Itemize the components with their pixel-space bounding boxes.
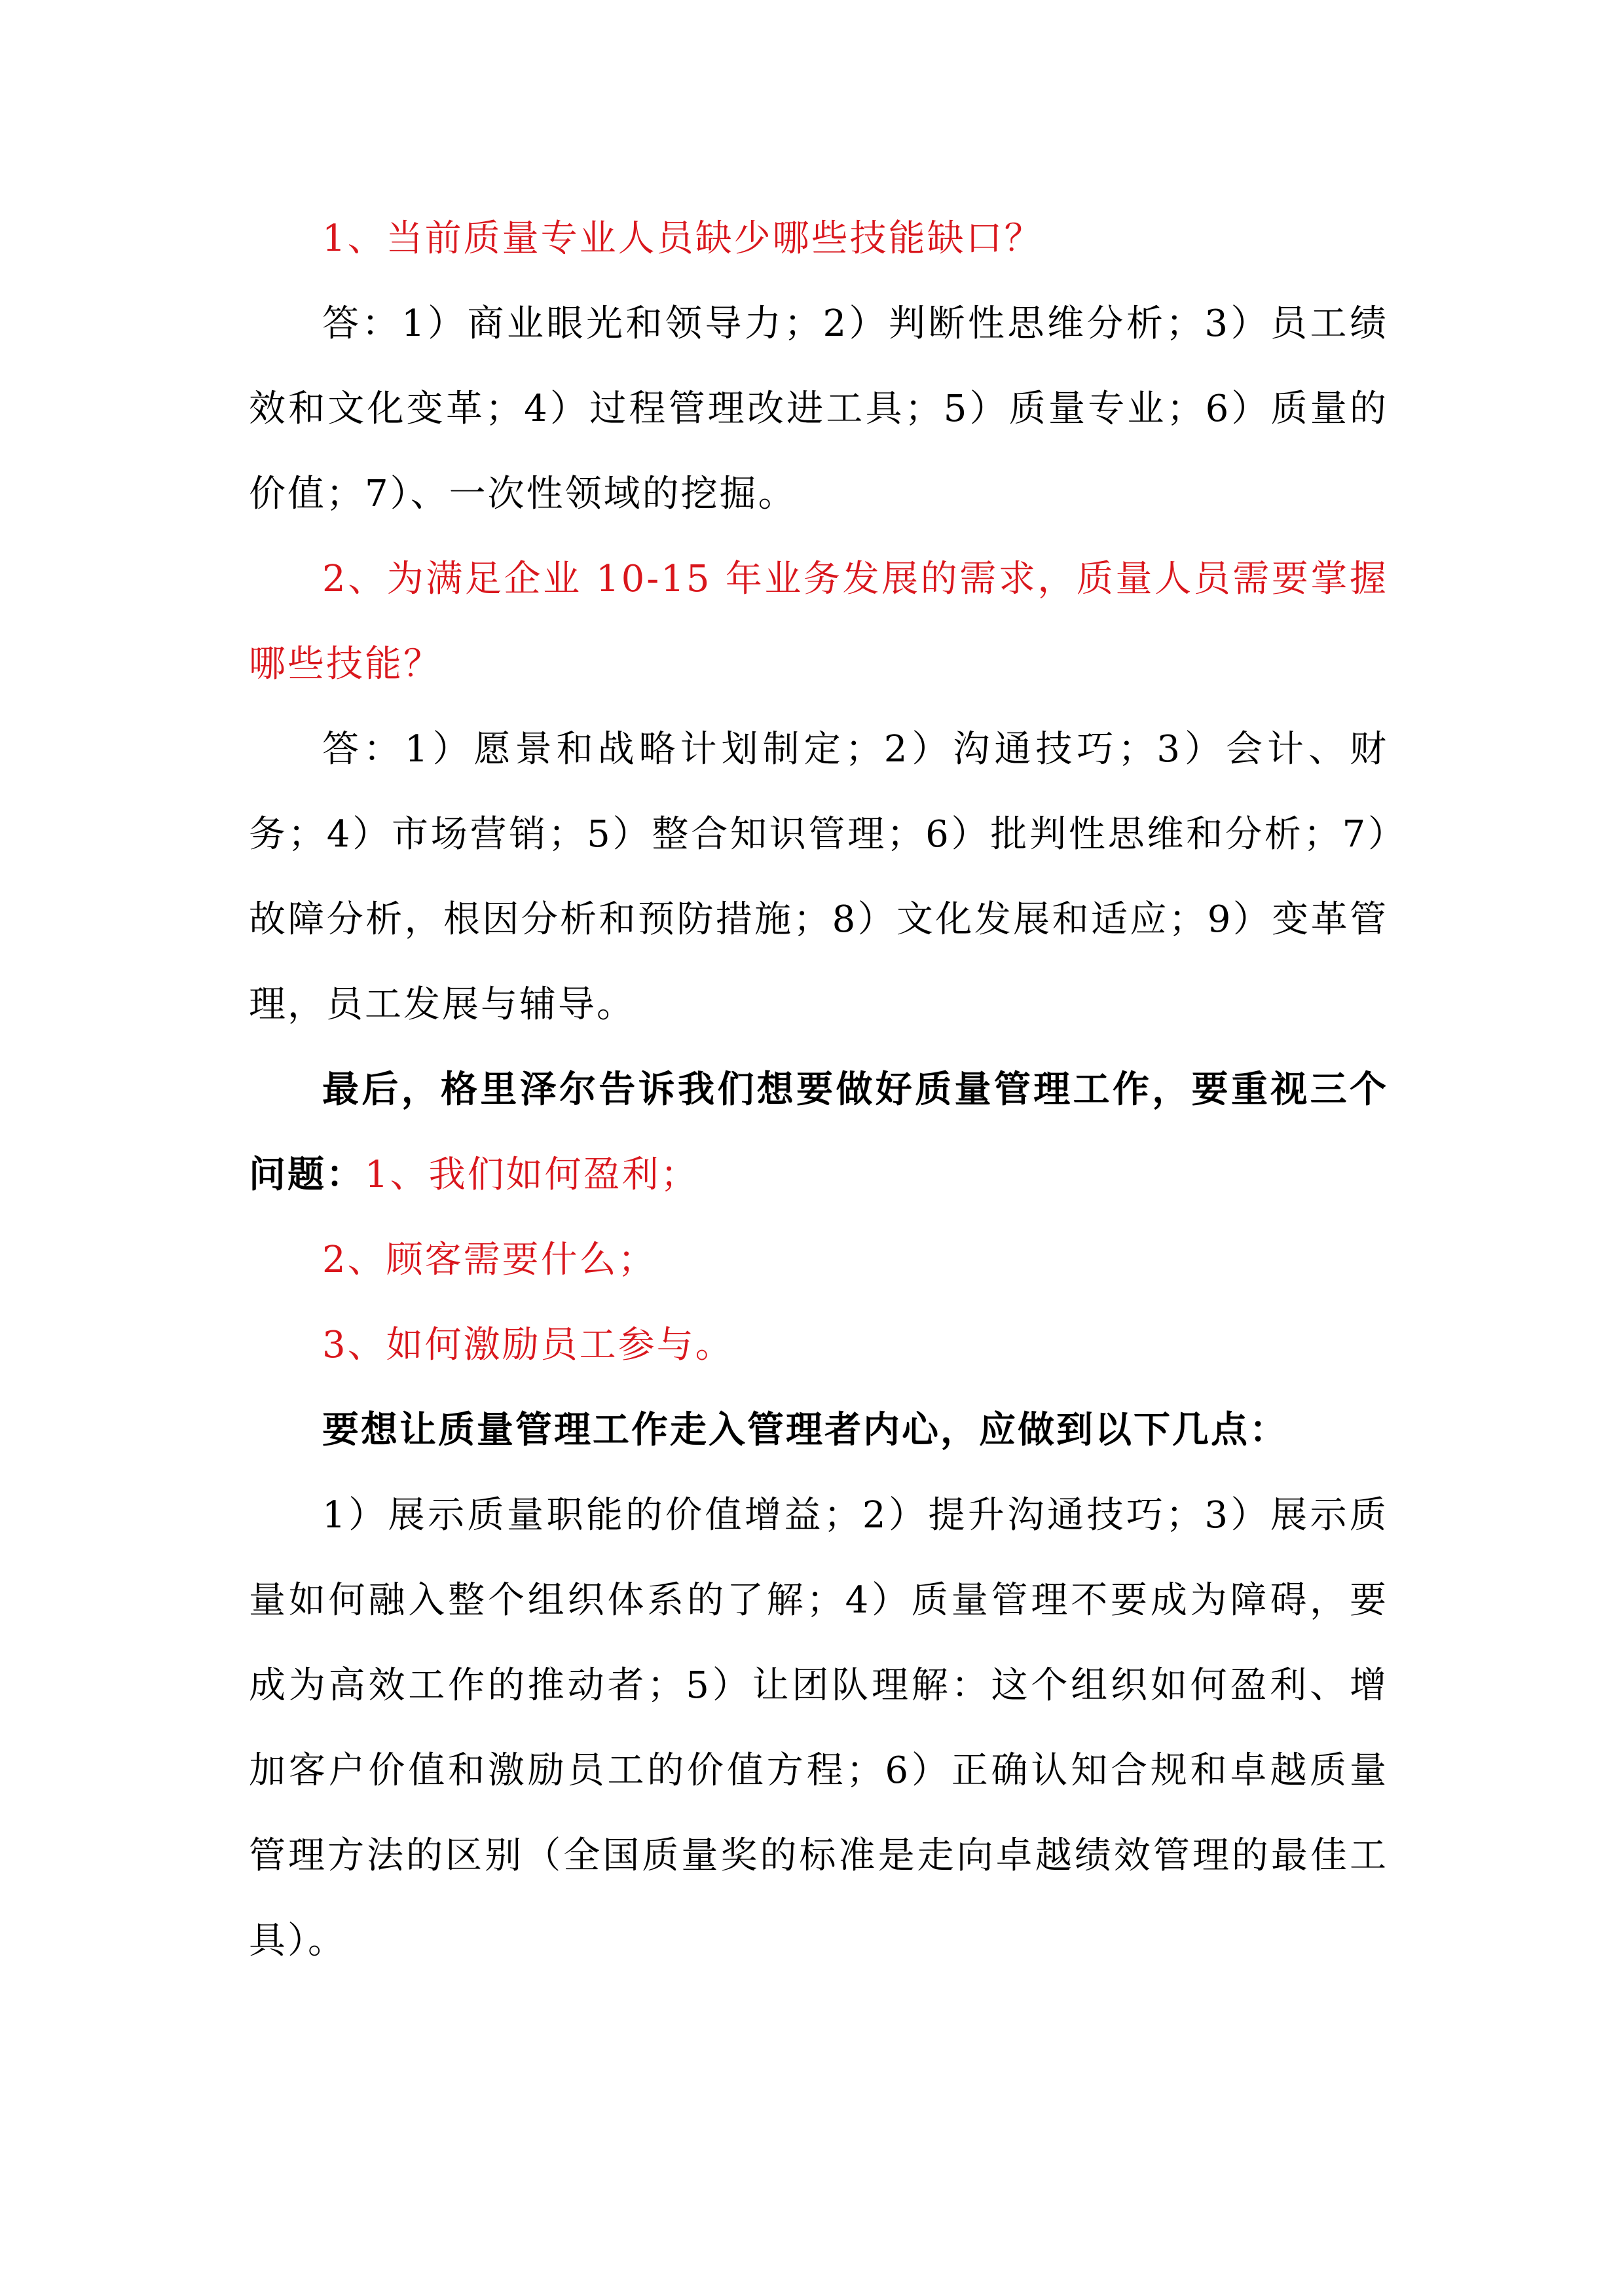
question-1: 1、当前质量专业人员缺少哪些技能缺口？ xyxy=(322,217,1043,260)
final-question-2: 2、顾客需要什么； xyxy=(322,1239,657,1281)
final-paragraph xyxy=(249,1048,1388,1218)
final-question-3: 3、如何激励员工参与。 xyxy=(322,1324,734,1366)
final-intro: 最后，格里泽尔告诉我们想要做好质量管理工作，要重视三个问题： xyxy=(249,1068,1388,1196)
answer-1: 答：1）商业眼光和领导力；2）判断性思维分析；3）员工绩效和文化变革；4）过程管理改进工具；5）质量专业；6）质量的价值；7）、一次性领域的挖掘。 xyxy=(249,302,1388,515)
points-body: 1）展示质量职能的价值增益；2）提升沟通技巧；3）展示质量如何融入整个组织体系的了解；4）质量管理不要成为障碍，要成为高效工作的推动者；5）让团队理解：这个组织如何盈利、增加客户价值和激励员工的价值方程；6）正确认知合规和卓越质量管理方法的区别（全国质量奖的标准是走向卓越绩效管理的最佳工具）。 xyxy=(249,1494,1388,1962)
document-page xyxy=(249,196,1388,1984)
final-question-1: 1、我们如何盈利； xyxy=(365,1154,699,1196)
points-intro: 要想让质量管理工作走入管理者内心，应做到以下几点： xyxy=(322,1409,1288,1451)
question-2: 2、为满足企业 10-15 年业务发展的需求，质量人员需要掌握哪些技能？ xyxy=(249,558,1388,685)
answer-2: 答：1）愿景和战略计划制定；2）沟通技巧；3）会计、财务；4）市场营销；5）整合知识管理；6）批判性思维和分析；7）故障分析，根因分析和预防措施；8）文化发展和适应；9）变革管理，员工发展与辅导。 xyxy=(249,728,1388,1026)
